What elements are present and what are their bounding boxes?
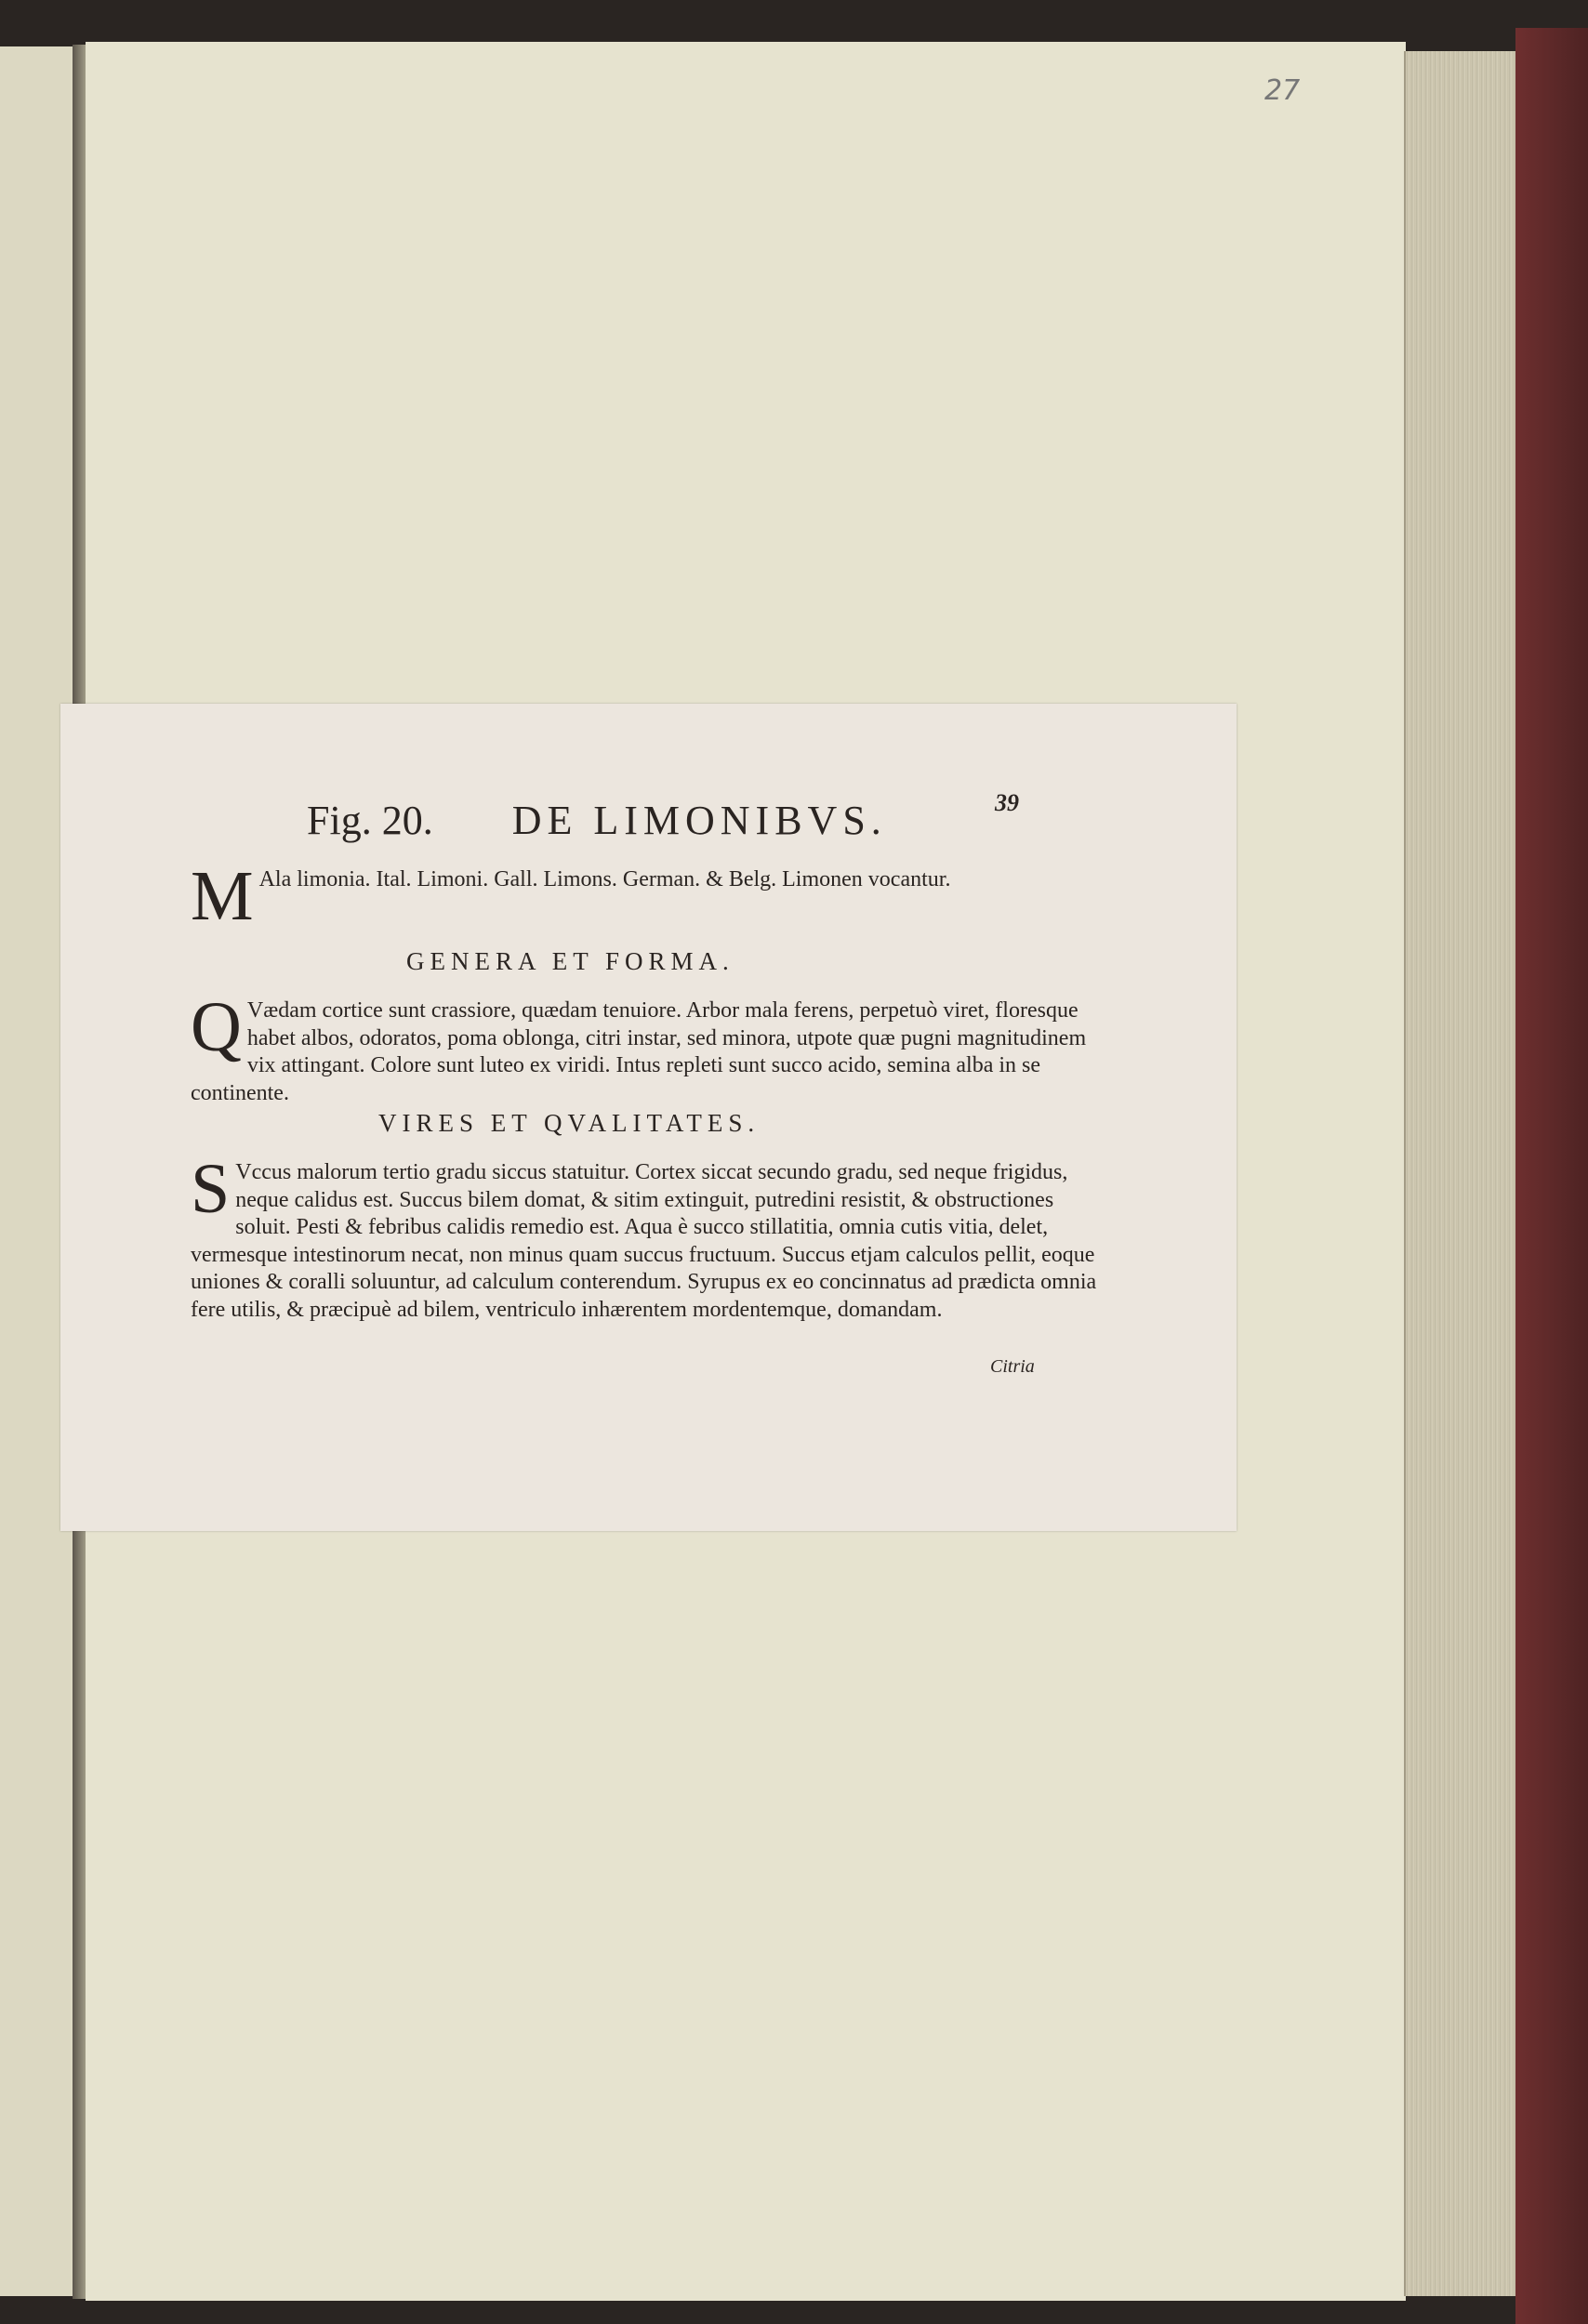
page-title: DE LIMONIBVS.: [511, 798, 887, 843]
genera-paragraph: [191, 988, 1102, 1107]
genera-initial: Q: [191, 988, 242, 1066]
figure-label: Fig. 20.: [307, 798, 433, 843]
slip-page-number: 39: [995, 789, 1019, 816]
pasted-text-slip: [60, 704, 1237, 1531]
catchword: Citria: [990, 1356, 1035, 1377]
section-heading-vires: VIRES ET QVALITATES.: [378, 1109, 761, 1137]
book-cover: [1515, 28, 1588, 2324]
vires-initial: S: [191, 1150, 231, 1228]
vires-paragraph: [191, 1150, 1102, 1324]
page-block-edges: [1404, 51, 1517, 2296]
section-heading-genera: GENERA ET FORMA.: [406, 947, 734, 975]
intro-initial: M: [191, 857, 254, 935]
vires-text: Vccus malorum tertio gradu siccus statuitur. Cortex siccat secundo gradu, sed neque frigidus, neque calidus est. Succus bilem domat, & sitim extinguit, putredini resistit, & obstructiones soluit. Pesti & febribus calidis remedio est. Aqua è succo stillatitia, omnia cutis vitia, delet, vermesque intestinorum necat, non minus quam succus fructuum. Succus etjam calculos pellit, eoque uniones & coralli soluuntur, ad calculum conterendum. Syrupus ex eo concinnatus ad prædicta omnia fere utilis, & præcipuè ad bilem, ventriculo inhærentem mordentemque, domandam.: [191, 1160, 1097, 1322]
intro-paragraph: [191, 857, 1102, 935]
genera-text: Vædam cortice sunt crassiore, quædam tenuiore. Arbor mala ferens, perpetuò viret, floresque habet albos, odoratos, poma oblonga, citri instar, sed minora, utpote quæ pugni magnitudinem vix attingant. Colore sunt luteo ex viridi. Intus repleti sunt succo acido, semina alba in se continente.: [191, 998, 1087, 1105]
intro-text: Ala limonia. Ital. Limoni. Gall. Limons. German. & Belg. Limonen vocantur.: [258, 867, 951, 891]
title-row: [307, 797, 887, 844]
folio-number: 27: [1264, 74, 1301, 107]
